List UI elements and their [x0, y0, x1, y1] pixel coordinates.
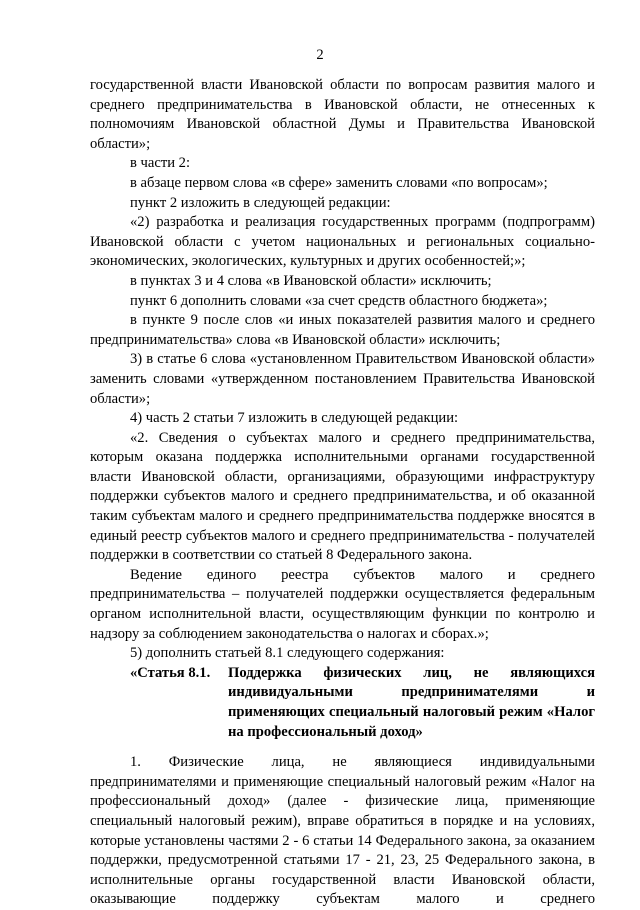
- paragraph: в пунктах 3 и 4 слова «в Ивановской области» исключить;: [130, 272, 492, 289]
- paragraph: 3) в статье 6 слова «установленном Правительством Ивановской области» заменить словами «утвержденном постановлением Правительства Ивановской области»;: [90, 351, 595, 407]
- paragraph: в абзаце первом слова «в сфере» заменить словами «по вопросам»;: [130, 174, 548, 191]
- article-heading: [90, 664, 595, 742]
- paragraph: Ведение единого реестра субъектов малого и среднего предпринимательства – получателей поддержки осуществляется федеральным органом исполнительной власти, осуществляющим функции по контролю и надзору за соблюдением законодательства о налогах и сборах.»;: [90, 566, 595, 642]
- paragraph: 4) часть 2 статьи 7 изложить в следующей редакции:: [130, 410, 459, 427]
- paragraph: в пункте 9 после слов «и иных показателей развития малого и среднего предпринимательства» слова «в Ивановской области» исключить;: [90, 312, 595, 348]
- paragraphs-bottom: [90, 753, 595, 910]
- paragraph: 1. Физические лица, не являющиеся индивидуальными предпринимателями и применяющие специальный налоговый режим «Налог на профессиональный доход» (далее - физические лица, применяющие специальный налоговый режим), вправе обратиться в порядке и на условиях, которые установлены частями 2 - 6 статьи 14 Федерального закона, за оказанием поддержки, предусмотренной статьями 17 - 21, 23, 25 Федерального закона, в исполнительные органы государственной власти Ивановской области, оказывающие поддержку субъектам малого и среднего: [90, 754, 595, 908]
- paragraph: пункт 2 изложить в следующей редакции:: [130, 194, 391, 211]
- paragraph: государственной власти Ивановской области по вопросам развития малого и среднего предпринимательства в Ивановской области, не отнесенных к полномочиям Ивановской областной Думы и Правительства Ивановской области»;: [90, 77, 595, 152]
- page-number: 2: [316, 47, 324, 63]
- paragraph: «2. Сведения о субъектах малого и среднего предпринимательства, которым оказана поддержка исполнительными органами государственной власти Ивановской области, организациями, образующими инфраструктуру поддержки субъектов малого и среднего предпринимательства, и об оказанной таким субъектам малого и среднего предпринимательства поддержке вносятся в единый реестр субъектов малого и среднего предпринимательства - получателей поддержки в соответствии со статьей 8 Федерального закона.: [90, 429, 595, 564]
- paragraphs-top: [90, 76, 595, 664]
- paragraph: пункт 6 дополнить словами «за счет средств областного бюджета»;: [130, 292, 548, 309]
- paragraph: 5) дополнить статьей 8.1 следующего содержания:: [130, 645, 445, 662]
- paragraph-spacer: [90, 742, 595, 753]
- paragraph: в части 2:: [130, 155, 191, 172]
- document-body: [90, 76, 595, 910]
- paragraph: «2) разработка и реализация государственных программ (подпрограмм) Ивановской области с учетом национальных и региональных социально-экономических, экологических, культурных и других особенностей;»;: [90, 214, 595, 270]
- article-title: Поддержка физических лиц, не являющихся индивидуальными предпринимателями и применяющих специальный налоговый режим «Налог на профессиональный доход»: [228, 664, 595, 740]
- article-number: «Статья 8.1.: [130, 664, 211, 681]
